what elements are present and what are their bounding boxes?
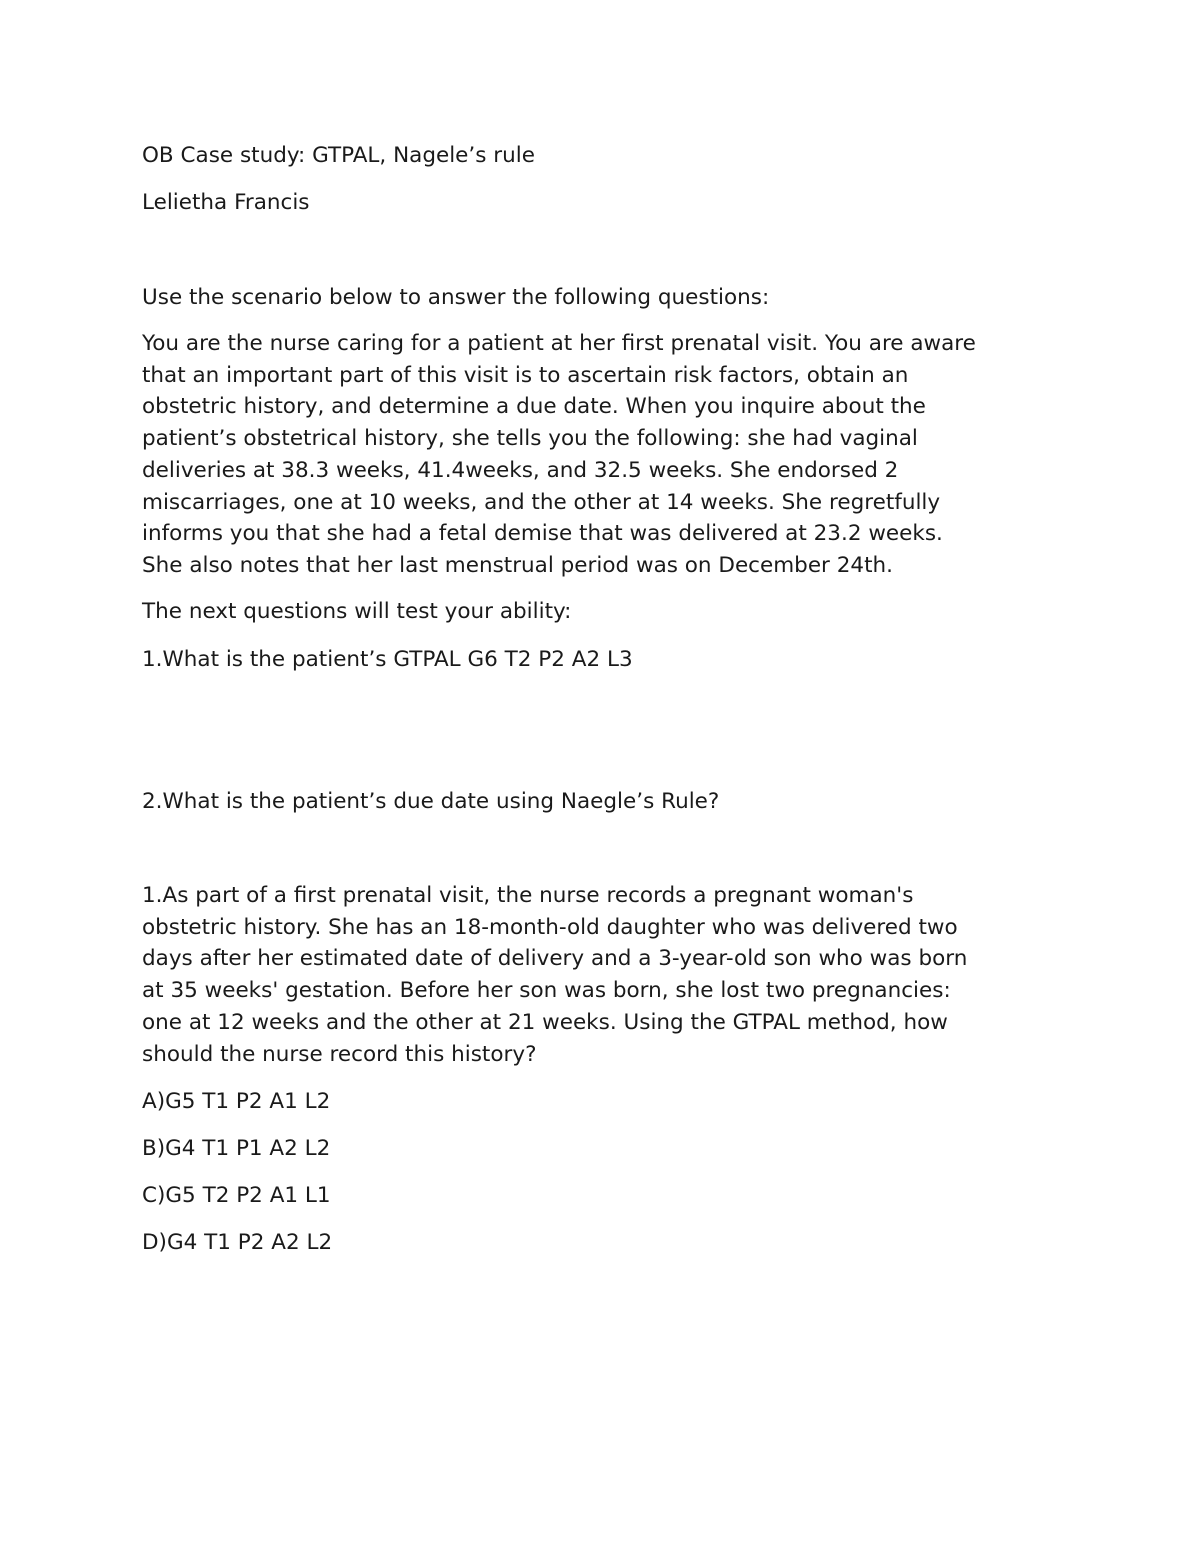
scenario-line: obstetric history, and determine a due date. When you inquire about the — [142, 394, 926, 420]
scenario-line: You are the nurse caring for a patient at her first prenatal visit. You are aware — [142, 331, 976, 356]
test-intro-text: The next questions will test your ability: — [142, 599, 572, 624]
mcq-line: 1.As part of a first prenatal visit, the nurse records a pregnant woman's — [142, 883, 914, 908]
mcq-line: should the nurse record this history? — [142, 1041, 537, 1067]
question-due-date: 2.What is the patient’s due date using Naegle’s Rule? — [142, 789, 720, 814]
scenario-line: that an important part of this visit is to ascertain risk factors, obtain an — [142, 362, 909, 388]
scenario-line: informs you that she had a fetal demise that was delivered at 23.2 weeks. — [142, 521, 943, 547]
mcq-line: at 35 weeks' gestation. Before her son was born, she lost two pregnancies: — [142, 978, 951, 1004]
option-d: D)G4 T1 P2 A2 L2 — [142, 1230, 333, 1255]
mcq-question-paragraph — [142, 880, 1102, 1070]
option-a: A)G5 T1 P2 A1 L2 — [142, 1089, 331, 1114]
option-b: B)G4 T1 P1 A2 L2 — [142, 1136, 331, 1161]
author-name: Lelietha Francis — [142, 190, 310, 215]
option-c: C)G5 T2 P2 A1 L1 — [142, 1183, 331, 1208]
mcq-line: days after her estimated date of delivery and a 3-year-old son who was born — [142, 946, 968, 972]
scenario-line: miscarriages, one at 10 weeks, and the other at 14 weeks. She regretfully — [142, 489, 941, 515]
scenario-paragraph — [142, 328, 1102, 582]
mcq-line: obstetric history. She has an 18-month-old daughter who was delivered two — [142, 914, 958, 940]
mcq-line: one at 12 weeks and the other at 21 weeks. Using the GTPAL method, how — [142, 1009, 948, 1035]
scenario-line: patient’s obstetrical history, she tells you the following: she had vaginal — [142, 426, 918, 452]
question-gtpal: 1.What is the patient’s GTPAL G6 T2 P2 A2 L3 — [142, 647, 633, 672]
scenario-line: She also notes that her last menstrual period was on December 24th. — [142, 552, 893, 578]
scenario-line: deliveries at 38.3 weeks, 41.4weeks, and 32.5 weeks. She endorsed 2 — [142, 457, 899, 483]
instruction-text: Use the scenario below to answer the following questions: — [142, 285, 770, 310]
document-title: OB Case study: GTPAL, Nagele’s rule — [142, 143, 535, 168]
